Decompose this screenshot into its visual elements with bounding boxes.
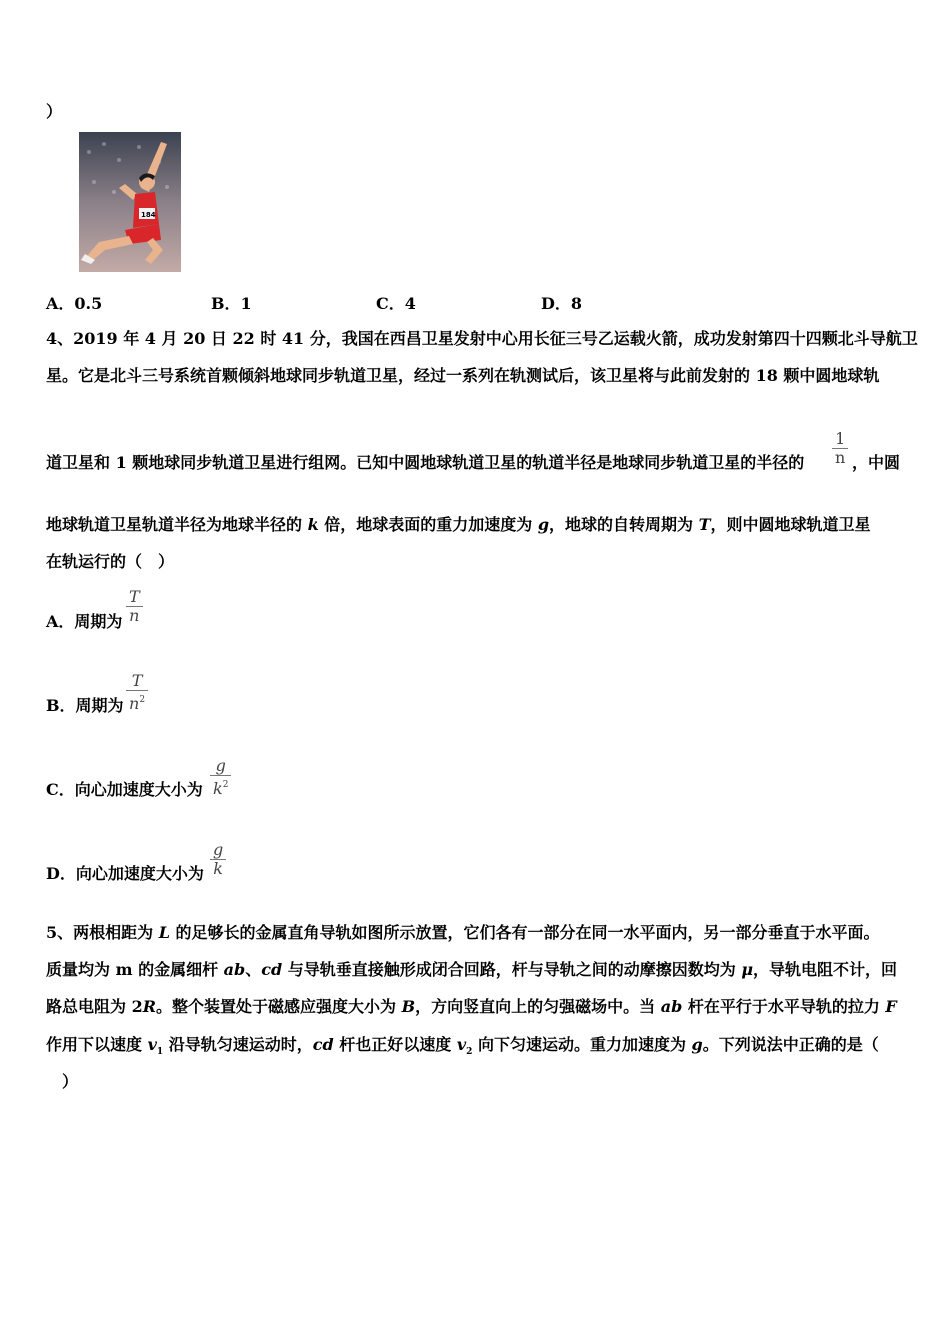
fraction-denominator	[126, 691, 148, 713]
q5-line-3-part-b: 。整个装置处于磁感应强度大小为	[156, 997, 402, 1016]
q4-option-a-fraction	[126, 588, 143, 625]
q4-line-3	[46, 453, 804, 473]
var-g: g	[691, 1035, 703, 1054]
var-v2: v	[456, 1035, 467, 1054]
q5-line-2-part-d: ，导轨电阻不计，回	[753, 960, 898, 979]
q5-line-4-part-c: 杆也正好以速度	[333, 1035, 457, 1054]
q5-line-4-part-b: 沿导轨匀速运动时，	[163, 1035, 313, 1054]
var-ab: ab	[223, 960, 246, 979]
q5-line-2-part-b: 、	[245, 960, 262, 979]
q4-option-c-label: C．向心加速度大小为	[46, 780, 203, 799]
denominator-exponent: 2	[139, 695, 146, 705]
denominator-base: n	[129, 694, 140, 713]
q4-option-d-fraction	[210, 841, 226, 878]
denominator-base: k	[213, 779, 223, 798]
fraction-numerator: T	[129, 587, 140, 606]
q5-line-3-part-a: 路总电阻为 2	[46, 997, 143, 1016]
var-F: F	[885, 997, 897, 1016]
fraction-numerator: g	[215, 756, 226, 775]
q4-line-3-text: 道卫星和 1 颗地球同步轨道卫星进行组网。已知中圆地球轨道卫星的轨道半径是地球同步轨道卫星的半径的	[46, 453, 805, 472]
q3-option-c: C．4	[376, 294, 416, 313]
var-R: R	[142, 997, 157, 1016]
long-jump-athlete-photo	[79, 132, 181, 272]
fraction-denominator: n	[129, 606, 140, 625]
var-v2-subscript: 2	[466, 1047, 473, 1058]
svg-text:184: 184	[141, 211, 156, 219]
q4-line-4-part-c: ，地球的自转周期为	[549, 515, 699, 534]
var-g: g	[537, 515, 550, 534]
var-T: T	[698, 515, 711, 534]
q5-line-3-part-c: ，方向竖直向上的匀强磁场中。当	[415, 997, 661, 1016]
q5-line-3-part-d: 杆在平行于水平导轨的拉力	[682, 997, 886, 1016]
q4-option-d-label: D．向心加速度大小为	[46, 864, 204, 883]
q4-line-3-end: ，中圆	[852, 453, 901, 472]
var-cd: cd	[261, 960, 283, 979]
q4-fraction-numerator: 1	[835, 429, 846, 448]
q4-option-b-label: B．周期为	[46, 696, 124, 715]
q3-option-a: A．0.5	[46, 294, 103, 313]
athlete-illustration	[79, 132, 181, 272]
q5-line-4	[46, 1035, 879, 1062]
q5-line-2-part-a: 质量均为 m 的金属细杆	[46, 960, 224, 979]
q5-line-3	[46, 997, 897, 1017]
q4-line-1: 4、2019 年 4 月 20 日 22 时 41 分，我国在西昌卫星发射中心用长征三号乙运载火箭，成功发射第四十四颗北斗导航卫	[46, 329, 918, 348]
q5-line-4-part-d: 向下匀速运动。重力加速度为	[472, 1035, 692, 1054]
var-L: L	[158, 923, 170, 942]
q4-line-2: 星。它是北斗三号系统首颗倾斜地球同步轨道卫星，经过一系列在轨测试后，该卫星将与此前发射的 18 颗中圆地球轨	[46, 366, 880, 385]
q3-option-b: B．1	[211, 294, 252, 313]
q5-line-1-part-b: 的足够长的金属直角导轨如图所示放置，它们各有一部分在同一水平面内，另一部分垂直于水平面。	[169, 923, 880, 942]
q4-fraction-one-over-n	[832, 430, 848, 467]
var-mu: μ	[741, 960, 754, 979]
q5-line-1	[46, 923, 880, 943]
previous-question-paren: ）	[46, 102, 63, 121]
q4-fraction-denominator: n	[835, 448, 846, 467]
q4-line-4-part-a: 地球轨道卫星轨道半径为地球半径的	[46, 515, 308, 534]
fraction-numerator: g	[213, 840, 224, 859]
fraction-denominator	[210, 776, 231, 798]
q3-option-d: D．8	[541, 294, 583, 313]
q4-line-4	[46, 515, 871, 535]
q5-line-2-part-c: 与导轨垂直接触形成闭合回路，杆与导轨之间的动摩擦因数均为	[282, 960, 742, 979]
q4-option-c-fraction	[210, 757, 231, 798]
denominator-exponent: 2	[222, 780, 229, 790]
var-k: k	[307, 515, 319, 534]
var-v1-subscript: 1	[156, 1047, 164, 1058]
q5-line-1-part-a: 5、两根相距为	[46, 923, 159, 942]
q5-line-2	[46, 960, 897, 980]
q4-line-5: 在轨运行的（ ）	[46, 552, 175, 571]
q4-option-a-label: A．周期为	[46, 612, 123, 631]
var-B: B	[401, 997, 416, 1016]
q5-line-5: ）	[62, 1072, 79, 1091]
var-cd: cd	[312, 1035, 334, 1054]
q5-line-4-part-a: 作用下以速度	[46, 1035, 148, 1054]
q4-line-4-part-d: ，则中圆地球轨道卫星	[710, 515, 871, 534]
q4-option-b-fraction	[126, 672, 148, 713]
q5-line-4-part-e: 。下列说法中正确的是（	[702, 1035, 879, 1054]
fraction-numerator: T	[131, 671, 143, 690]
q4-line-4-part-b: 倍，地球表面的重力加速度为	[318, 515, 538, 534]
var-ab: ab	[660, 997, 683, 1016]
var-v1: v	[147, 1035, 157, 1054]
fraction-denominator: k	[213, 859, 223, 878]
